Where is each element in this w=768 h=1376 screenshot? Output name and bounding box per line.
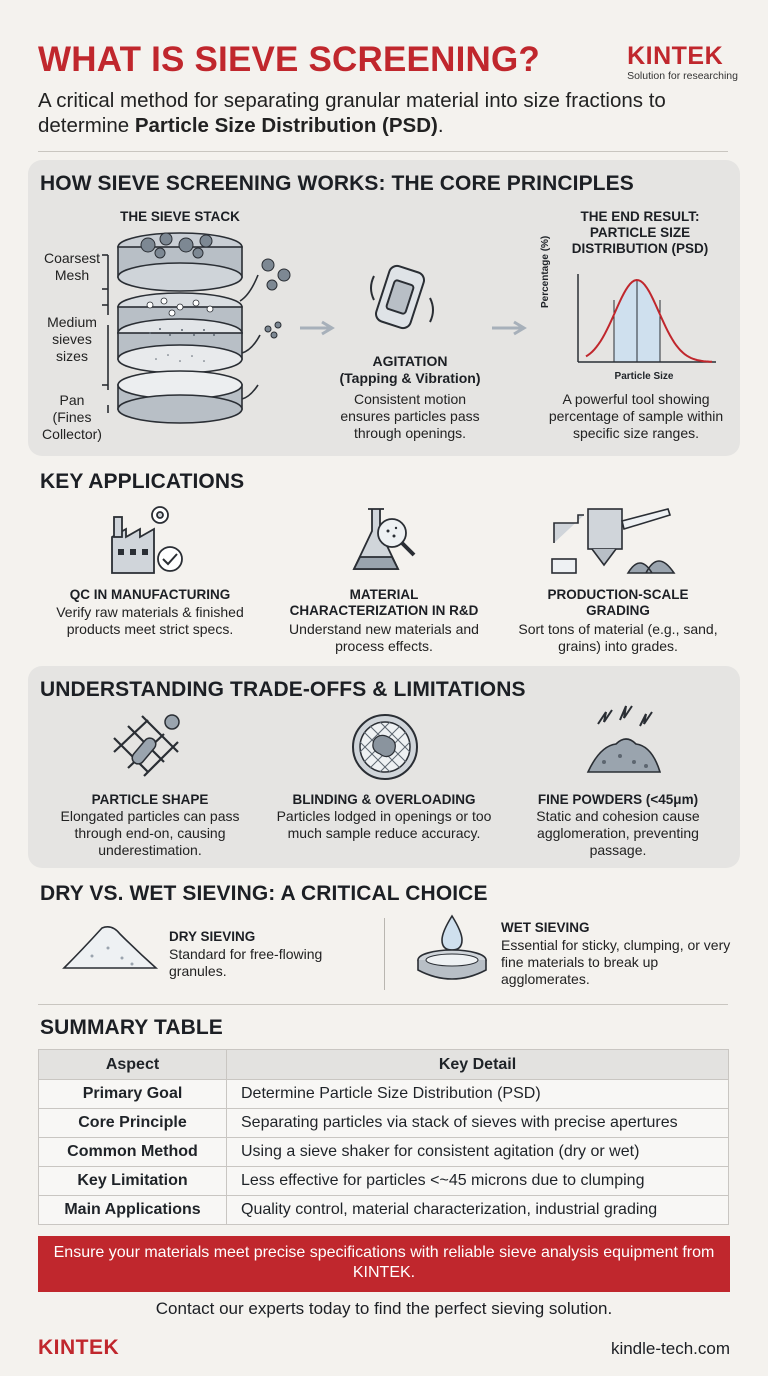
wet-title: WET SIEVING: [501, 920, 590, 935]
brand-logo[interactable]: [627, 42, 738, 82]
divider: [38, 1004, 728, 1005]
divider: [38, 151, 728, 152]
cell-aspect: Primary Goal: [39, 1080, 227, 1109]
app-rd-title: MATERIAL CHARACTERIZATION IN R&D: [289, 587, 479, 619]
table-row: [39, 1167, 729, 1196]
cell-aspect: Key Limitation: [39, 1167, 227, 1196]
lim-blinding-title: BLINDING & OVERLOADING: [292, 792, 476, 807]
factory-gear-icon: [108, 503, 188, 577]
principles-heading: HOW SIEVE SCREENING WORKS: THE CORE PRINCIPLES: [40, 172, 634, 195]
logo-tagline: Solution for researching: [627, 70, 738, 82]
blinded-mesh-icon: [350, 712, 420, 782]
app-grading-body: Sort tons of material (e.g., sand, grains) into grades.: [518, 621, 718, 654]
applications-heading: KEY APPLICATIONS: [40, 470, 245, 493]
contact-cta[interactable]: Contact our experts today to find the perfect sieving solution.: [155, 1299, 613, 1318]
logo-name: KINTEK: [627, 42, 724, 70]
page-title: WHAT IS SIEVE SCREENING?: [38, 40, 540, 79]
sieve-stack-title: THE SIEVE STACK: [120, 209, 240, 224]
arrow-right-icon: [492, 320, 532, 336]
app-qc-body: Verify raw materials & finished products meet strict specs.: [56, 604, 244, 637]
col-key-detail: Key Detail: [227, 1050, 729, 1080]
cell-detail: Using a sieve shaker for consistent agitation (dry or wet): [227, 1138, 729, 1167]
agitation-title: AGITATION (Tapping & Vibration): [339, 353, 481, 386]
agitation-body: Consistent motion ensures particles pass through openings.: [340, 391, 480, 441]
wet-body: Essential for sticky, clumping, or very fine materials to break up agglomerates.: [501, 937, 731, 987]
label-medium-sieves: Medium sieves sizes: [47, 314, 97, 364]
flask-magnifier-icon: [348, 503, 428, 577]
cell-detail: Determine Particle Size Distribution (PSD): [227, 1080, 729, 1109]
arrow-right-icon: [300, 320, 340, 336]
shaker-agitation-icon: [372, 258, 442, 338]
cell-detail: Less effective for particles <~45 microns due to clumping: [227, 1167, 729, 1196]
dry-body: Standard for free-flowing granules.: [169, 946, 323, 979]
table-header-row: [39, 1050, 729, 1080]
cell-detail: Separating particles via stack of sieves with precise apertures: [227, 1109, 729, 1138]
lim-powders-title: FINE POWDERS (<45μm): [537, 792, 699, 807]
wet-sieve-droplet-icon: [412, 912, 492, 984]
limitations-heading: UNDERSTANDING TRADE-OFFS & LIMITATIONS: [40, 678, 526, 701]
label-pan: Pan (Fines Collector): [42, 392, 102, 442]
result-title: THE END RESULT: PARTICLE SIZE DISTRIBUTION (PSD): [571, 209, 709, 257]
table-row: [39, 1109, 729, 1138]
intro-bold: Particle Size Distribution (PSD): [134, 114, 438, 137]
table-row: [39, 1196, 729, 1225]
cell-aspect: Core Principle: [39, 1109, 227, 1138]
dry-title: DRY SIEVING: [169, 929, 256, 944]
intro-suffix: .: [437, 114, 444, 137]
dry-powder-pile-icon: [62, 920, 158, 972]
dry-wet-heading: DRY VS. WET SIEVING: A CRITICAL CHOICE: [40, 882, 488, 905]
intro-text: [38, 88, 738, 138]
lim-shape-body: Elongated particles can pass through end-on, causing underestimation.: [60, 808, 240, 858]
lim-shape-title: PARTICLE SHAPE: [91, 792, 209, 807]
lim-blinding-body: Particles lodged in openings or too much sample reduce accuracy.: [276, 808, 492, 841]
cell-aspect: Common Method: [39, 1138, 227, 1167]
footer-url-link[interactable]: kindle-tech.com: [610, 1339, 730, 1358]
col-aspect: Aspect: [39, 1050, 227, 1080]
app-rd-body: Understand new materials and process effects.: [289, 621, 479, 654]
cta-banner[interactable]: [38, 1236, 730, 1292]
footer-logo[interactable]: KINTEK: [38, 1336, 120, 1359]
lim-powders-body: Static and cohesion cause agglomeration, preventing passage.: [536, 808, 700, 858]
industrial-sorter-icon: [548, 503, 678, 577]
psd-curve-chart: [556, 270, 726, 374]
intro-prefix: A critical method for separating granular material into size fractions to determine: [38, 89, 666, 137]
static-powder-icon: [584, 706, 664, 776]
table-row: [39, 1138, 729, 1167]
cta-banner-text: Ensure your materials meet precise specifications with reliable sieve analysis equipment from KINTEK.: [53, 1244, 715, 1281]
result-body: A powerful tool showing percentage of sample within specific size ranges.: [548, 391, 724, 441]
result-y-axis-label: Percentage (%): [540, 235, 551, 308]
summary-table: [38, 1049, 729, 1225]
summary-heading: SUMMARY TABLE: [40, 1016, 223, 1039]
result-x-axis-label: Particle Size: [614, 371, 674, 382]
divider: [384, 918, 385, 990]
label-coarsest-mesh: Coarsest Mesh: [43, 250, 101, 283]
cell-detail: Quality control, material characterization, industrial grading: [227, 1196, 729, 1225]
elongated-particle-mesh-icon: [108, 712, 188, 780]
table-row: [39, 1080, 729, 1109]
app-grading-title: PRODUCTION-SCALE GRADING: [547, 587, 689, 619]
app-qc-title: QC IN MANUFACTURING: [69, 587, 231, 602]
cell-aspect: Main Applications: [39, 1196, 227, 1225]
sieve-stack-illustration: [100, 225, 300, 445]
